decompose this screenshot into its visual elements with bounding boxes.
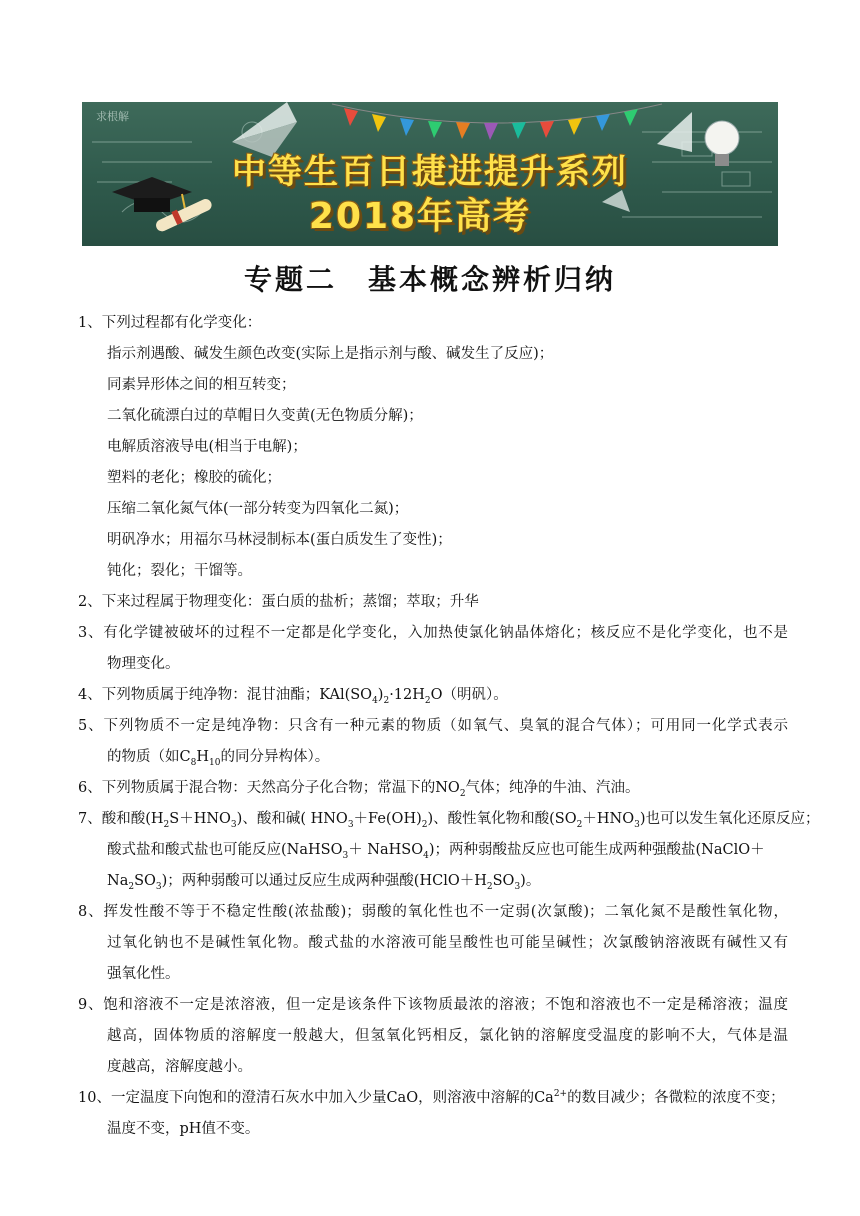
item-7-line1: 7、酸和酸$(H_2S+HNO_3)$、酸和碱( $HNO_3+Fe(OH)_2$)、酸性氧化物和酸$(SO_2+HNO_3)$也可以发生氧化还原反应； [78, 811, 820, 830]
item-3-line2: 物理变化。 [107, 656, 180, 672]
item-8-line2: 过氧化钠也不是碱性氧化物。酸式盐的水溶液可能呈酸性也可能呈碱性；次氯酸钠溶液既有碱性又有 [107, 935, 788, 951]
item-8-line1: 8、挥发性酸不等于不稳定性酸(浓盐酸)；弱酸的氧化性也不一定弱(次氯酸)；二氧化氮不是酸性氧化物， [78, 904, 788, 920]
item-10-line2: 温度不变，pH值不变。 [107, 1121, 260, 1137]
item-6: 6、下列物质属于混合物：天然高分子化合物；常温下的$NO_2$气体；纯净的牛油、汽油。 [78, 780, 640, 799]
item-3-line1: 3、有化学键被破坏的过程不一定都是化学变化，入加热使氯化钠晶体熔化；核反应不是化学变化，也不是 [78, 625, 788, 641]
content-list [78, 308, 820, 1145]
item-1-line: 压缩二氧化氮气体(一部分转变为四氧化二氮)； [107, 501, 409, 517]
item-10-line1: 10、一定温度下向饱和的澄清石灰水中加入少量CaO，则溶液中溶解的$Ca^{2+}$的数目减少；各微粒的浓度不变； [78, 1089, 785, 1106]
item-7-line3: $Na_2SO_3$)；两种弱酸可以通过反应生成两种强酸$(HClO+H_2SO_3)$。 [107, 873, 541, 892]
item-1-line: 指示剂遇酸、碱发生颜色改变(实际上是指示剂与酸、碱发生了反应)； [107, 346, 554, 362]
item-1-line: 电解质溶液导电(相当于电解)； [107, 439, 307, 455]
pennant-flags-decoration [332, 104, 662, 140]
chalk-text: 求根解 [96, 110, 129, 123]
topic-title: 专题二 基本概念辨析归纳 [243, 263, 616, 296]
item-4: 4、下列物质属于纯净物：混甘油酯；$KAl(SO_4)_2\cdot 12H_2O$（明矾）。 [78, 687, 508, 706]
item-1-line: 塑料的老化；橡胶的硫化； [107, 470, 281, 486]
item-7-line2: 酸式盐和酸式盐也可能反应(NaHSO$_3$＋ NaHSO$_4$)；两种弱酸盐反应也可能生成两种强酸盐(NaClO＋ [107, 842, 765, 861]
item-1-line: 二氧化硫漂白过的草帽日久变黄(无色物质分解)； [107, 408, 423, 424]
item-2: 2、下来过程属于物理变化：蛋白质的盐析；蒸馏；萃取；升华 [78, 594, 479, 610]
item-1-line: 明矾净水；用福尔马林浸制标本(蛋白质发生了变性)； [107, 532, 452, 548]
item-5-line1: 5、下列物质不一定是纯净物：只含有一种元素的物质（如氧气、臭氧的混合气体）；可用同一化学式表示 [78, 718, 788, 734]
item-9-line1: 9、饱和溶液不一定是浓溶液，但一定是该条件下该物质最浓的溶液；不饱和溶液也不一定是稀溶液；温度 [78, 997, 788, 1013]
item-1-heading: 1、下列过程都有化学变化： [78, 315, 262, 331]
item-8-line3: 强氧化性。 [107, 966, 180, 982]
banner-title-line2: 2018年高考 [308, 196, 532, 237]
item-9-line2: 越高，固体物质的溶解度一般越大，但氢氧化钙相反，氯化钠的溶解度受温度的影响不大，气体是温 [107, 1028, 788, 1044]
header-banner [82, 102, 778, 246]
item-1-line: 钝化；裂化；干馏等。 [107, 563, 252, 579]
item-9-line3: 度越高，溶解度越小。 [107, 1059, 252, 1075]
banner-title-line1: 中等生百日捷进提升系列 [232, 152, 628, 192]
item-5-line2: 的物质（如$C_8H_{10}$的同分异构体）。 [107, 749, 330, 768]
item-1-line: 同素异形体之间的相互转变； [107, 377, 296, 393]
